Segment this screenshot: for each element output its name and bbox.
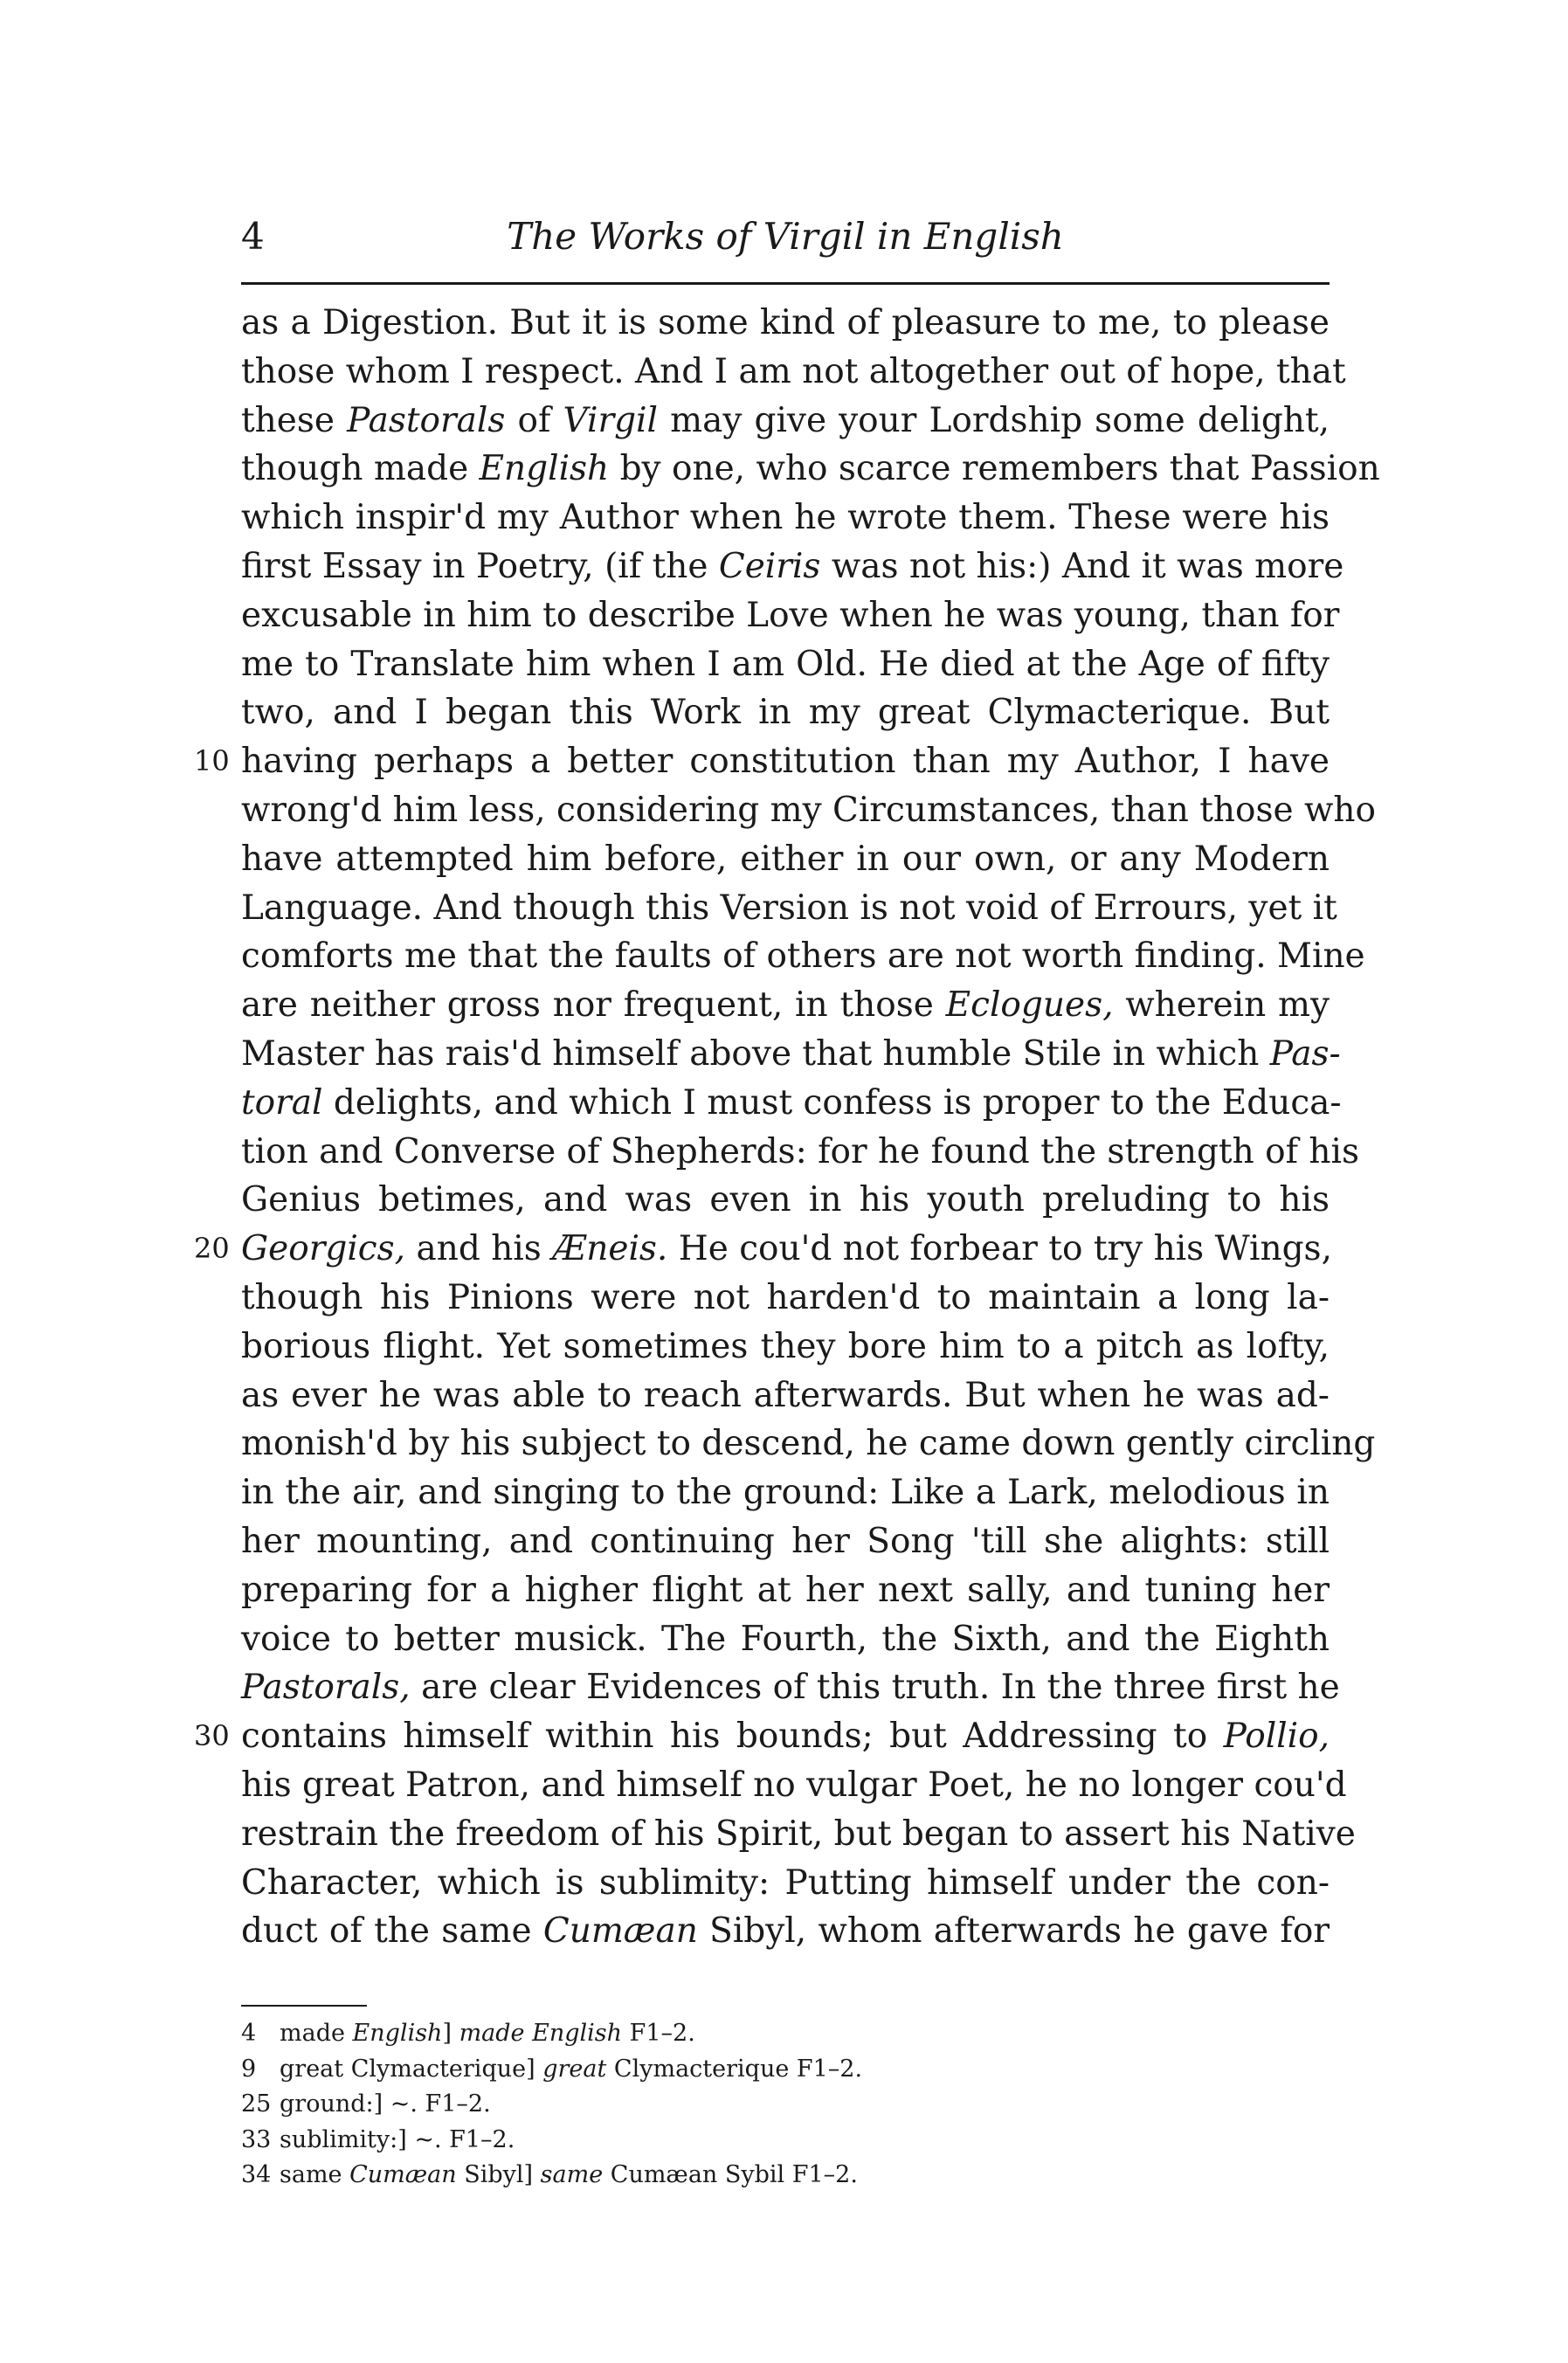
text-line [194,1712,1330,1761]
text-segment: He cou'd not forbear to try his Wings, [667,1229,1332,1269]
footnote-line-ref: 34 [241,2161,272,2188]
text-line [241,542,1344,591]
text-line [241,1663,1340,1712]
text-line [241,1517,1330,1566]
text-segment: first Essay in Poetry, (if the [241,546,719,586]
text-segment: sublimity:] ~. F1–2. [280,2125,515,2153]
text-segment: contains himself within his bounds; but Addressing to [241,1717,1224,1757]
footnote [241,2123,1330,2159]
text-segment: though made [241,449,480,489]
text-segment: wrong'd him less, considering my Circumstances, than those who [241,790,1376,830]
text-line [241,445,1380,494]
text-line [241,1323,1330,1372]
italic-text: great [542,2055,607,2083]
page-number: 4 [241,215,265,258]
italic-text: Pas- [1269,1033,1341,1074]
text-segment: Clymacterique F1–2. [606,2055,863,2083]
footnotes [241,2016,1330,2194]
line-number: 30 [194,1719,230,1753]
footnote-line-ref: 25 [241,2090,272,2118]
text-segment: wherein my [1113,985,1330,1026]
text-segment: these [241,400,348,440]
text-segment: as ever he was able to reach afterwards. But when he was ad- [241,1375,1330,1415]
text-segment: Sibyl, whom afterwards he gave for [697,1911,1330,1952]
text-segment: Character, which is sublimity: Putting himself under the con- [241,1862,1330,1903]
text-segment: duct of the same [241,1911,543,1952]
text-segment: those whom I respect. And I am not altogether out of hope, that [241,351,1346,391]
line-number: 20 [194,1232,230,1266]
text-segment: preparing for a higher flight at her next sally, and tuning her [241,1570,1330,1610]
text-line [241,1615,1330,1664]
text-line [241,1810,1356,1859]
text-line [241,1274,1330,1323]
text-line [241,1128,1360,1177]
text-segment: me to Translate him when I am Old. He died at the Age of fifty [241,644,1330,684]
text-segment: two, and I began this Work in my great Clymacterique. But [241,693,1330,733]
text-segment: voice to better musick. The Fourth, the Sixth, and the Eighth [241,1619,1330,1659]
text-segment: made [280,2020,353,2047]
italic-text: made English [459,2020,623,2047]
text-segment: was not his:) And it was more [820,546,1344,586]
italic-text: Pastorals [347,400,506,440]
footnote-line-ref: 33 [241,2125,272,2153]
text-line [194,1225,1332,1274]
footnote-rule [241,2005,367,2007]
text-line [241,1859,1330,1908]
text-line [241,1761,1347,1810]
text-line [241,299,1330,348]
italic-text: English [479,449,610,489]
text-segment: of [505,400,563,440]
italic-text: toral [241,1082,323,1123]
text-segment: Master has rais'd himself above that humble Stile in which [241,1033,1270,1074]
text-segment: though his Pinions were not harden'd to maintain a long la- [241,1277,1330,1317]
text-line [241,884,1337,933]
text-segment: may give your Lordship some delight, [658,400,1330,440]
text-segment: ] [442,2020,459,2047]
italic-text: Æneis. [552,1229,668,1269]
text-segment: by one, who scarce remembers that Passion [609,449,1380,489]
footnote [241,2052,1330,2088]
text-segment: as a Digestion. But it is some kind of pleasure to me, to please [241,303,1330,342]
text-line [194,737,1330,786]
text-segment: Cumæan Sybil F1–2. [603,2161,858,2188]
text-line [241,981,1330,1030]
text-segment: borious flight. Yet sometimes they bore him to a pitch as lofty, [241,1326,1330,1366]
text-segment: comforts me that the faults of others are not worth finding. Mine [241,936,1365,977]
text-segment: are clear Evidences of this truth. In the three first he [410,1668,1340,1708]
running-title: The Works of Virgil in English [507,215,1064,258]
text-line [241,348,1346,397]
text-segment: same [280,2161,350,2188]
italic-text: Ceiris [718,546,821,586]
italic-text: Virgil [563,400,659,440]
text-line [241,688,1330,737]
text-line [241,591,1340,640]
body-text [194,299,1380,1956]
text-segment: having perhaps a better constitution than my Author, I have [241,742,1330,782]
text-line [241,494,1330,542]
text-segment: delights, and which I must confess is proper to the Educa- [322,1082,1342,1123]
line-number: 10 [194,744,230,778]
text-segment: great Clymacterique] [280,2055,543,2083]
text-line [241,1079,1342,1128]
text-line [241,1030,1341,1079]
text-segment: restrain the freedom of his Spirit, but began to assert his Native [241,1814,1356,1854]
text-line [241,640,1330,689]
italic-text: Eclogues, [945,985,1114,1026]
text-segment: have attempted him before, either in our own, or any Modern [241,839,1330,879]
text-line [241,1907,1330,1956]
text-segment: are neither gross nor frequent, in those [241,985,946,1026]
text-line [241,1372,1330,1420]
italic-text: English [352,2020,443,2047]
footnote [241,2016,1330,2052]
running-head [241,205,1330,266]
italic-text: Cumæan [349,2161,457,2188]
text-line [241,397,1330,446]
footnote [241,2087,1330,2123]
text-line [241,932,1365,981]
footnote-line-ref: 4 [241,2020,257,2047]
italic-text: Cumæan [542,1911,698,1952]
italic-text: Pollio, [1223,1717,1330,1757]
text-segment: excusable in him to describe Love when he was young, than for [241,595,1340,635]
text-segment: Sibyl] [456,2161,541,2188]
text-segment: his great Patron, and himself no vulgar Poet, he no longer cou'd [241,1765,1347,1805]
text-line [241,1566,1330,1615]
text-segment: tion and Converse of Shepherds: for he found the strength of his [241,1131,1360,1171]
footnote [241,2158,1330,2194]
header-rule [241,282,1330,285]
text-segment: monish'd by his subject to descend, he came down gently circling [241,1424,1376,1464]
text-line [241,1176,1330,1225]
footnote-line-ref: 9 [241,2055,257,2083]
text-segment: which inspir'd my Author when he wrote them. These were his [241,498,1330,538]
italic-text: same [540,2161,604,2188]
text-line [241,1420,1376,1468]
italic-text: Pastorals, [241,1668,411,1708]
text-line [241,1468,1330,1517]
text-segment: in the air, and singing to the ground: Like a Lark, melodious in [241,1473,1330,1513]
text-segment: her mounting, and continuing her Song 'till she alights: still [241,1521,1330,1561]
italic-text: Georgics, [241,1229,406,1269]
text-line [241,786,1376,835]
text-segment: ground:] ~. F1–2. [280,2090,491,2118]
text-segment: Language. And though this Version is not void of Errours, yet it [241,888,1337,928]
text-line [241,835,1330,884]
text-segment: F1–2. [622,2020,695,2047]
text-segment: Genius betimes, and was even in his youth preluding to his [241,1180,1330,1220]
text-segment: and his [405,1229,553,1269]
